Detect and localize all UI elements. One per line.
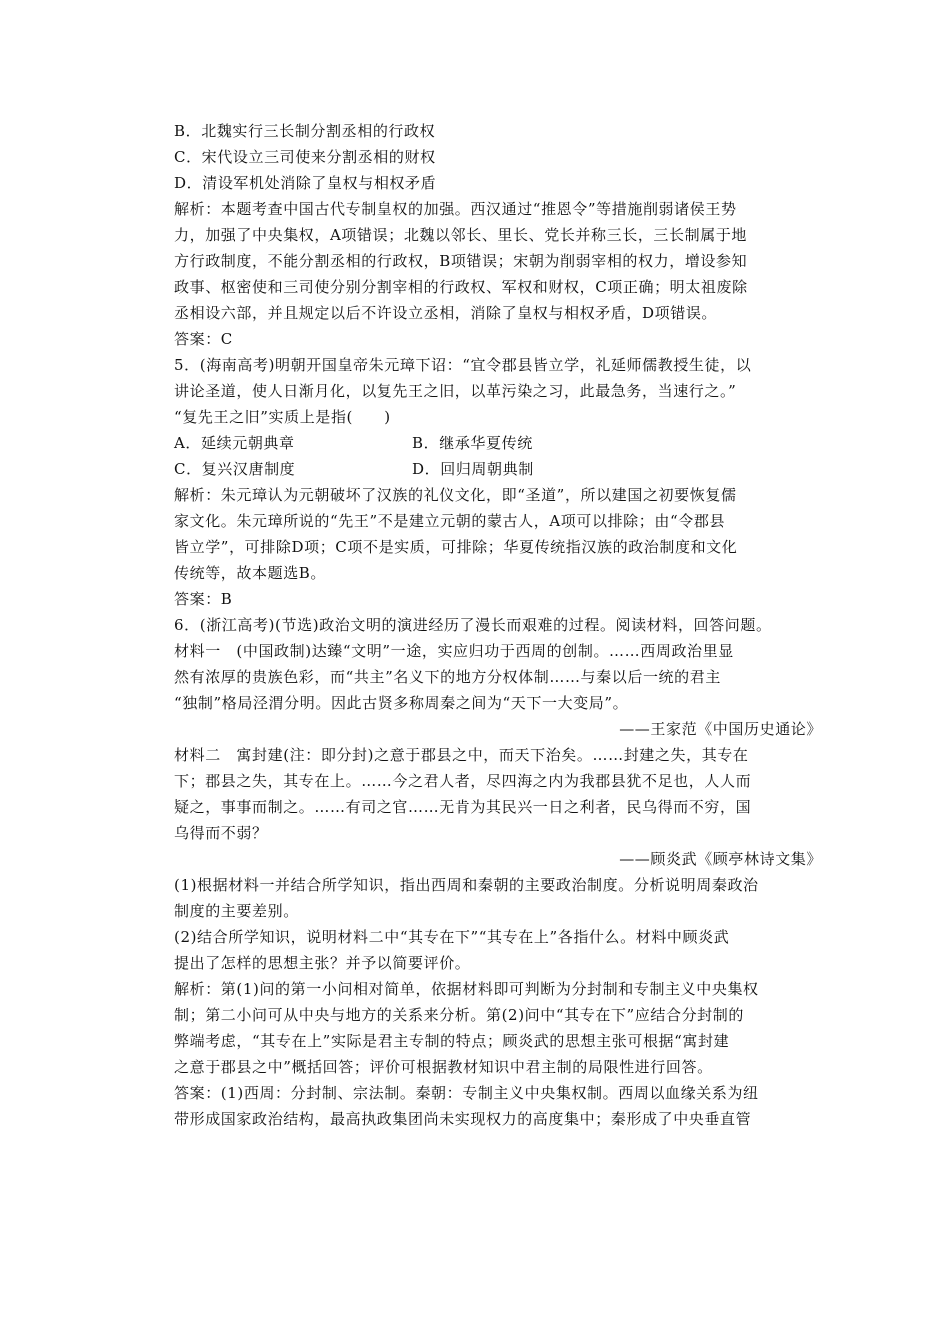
q6-material-2-source: ——顾炎武《顾亭林诗文集》 bbox=[619, 850, 822, 868]
answer-line: 带形成国家政治结构，最高执政集团尚未实现权力的高度集中；秦形成了中央垂直管 bbox=[174, 1110, 752, 1128]
q5-option-b: B．继承华夏传统 bbox=[412, 434, 533, 452]
q5-analysis bbox=[174, 482, 822, 586]
q4-option-b: B．北魏实行三长制分割丞相的行政权 bbox=[174, 122, 436, 140]
analysis-line: 之意于郡县之中”概括回答；评价可根据教材知识中君主制的局限性进行回答。 bbox=[174, 1058, 713, 1076]
question-line: (1)根据材料一并结合所学知识，指出西周和秦朝的主要政治制度。分析说明周秦政治 bbox=[174, 876, 759, 894]
question-line: (2)结合所学知识，说明材料二中“其专在下”“其专在上”各指什么。材料中顾炎武 bbox=[174, 928, 730, 946]
analysis-line: 弊端考虑，“其专在上”实际是君主专制的特点；顾炎武的思想主张可根据“寓封建 bbox=[174, 1032, 730, 1050]
stem-line: “复先王之旧”实质上是指( ) bbox=[174, 408, 391, 426]
stem-line: 讲论圣道，使人日渐月化，以复先王之旧，以革污染之习，此最急务，当速行之。” bbox=[174, 382, 737, 400]
material-line: 乌得而不弱？ bbox=[174, 824, 268, 842]
q5-stem bbox=[174, 352, 822, 430]
material-line: 材料二 寓封建(注：即分封)之意于郡县之中，而天下治矣。……封建之失，其专在 bbox=[174, 746, 749, 764]
material-line: 然有浓厚的贵族色彩，而“共主”名义下的地方分权体制……与秦以后一统的君主 bbox=[174, 668, 721, 686]
analysis-line: 传统等，故本题选B。 bbox=[174, 564, 327, 582]
analysis-line: 皆立学”，可排除D项；C项不是实质，可排除；华夏传统指汉族的政治制度和文化 bbox=[174, 538, 738, 556]
material-line: 下；郡县之失，其专在上。……今之君人者，尽四海之内为我郡县犹不足也，人人而 bbox=[174, 772, 752, 790]
answer-line: 答案：(1)西周：分封制、宗法制。秦朝：专制主义中央集权制。西周以血缘关系为纽 bbox=[174, 1084, 759, 1102]
q4-analysis bbox=[174, 196, 822, 326]
stem-line: 5．(海南高考)明朝开国皇帝朱元璋下诏：“宜令郡县皆立学，礼延师儒教授生徒，以 bbox=[174, 356, 752, 374]
material-line: 疑之，事事而制之。……有司之官……无肯为其民兴一日之利者，民乌得而不穷，国 bbox=[174, 798, 752, 816]
q6-material-1 bbox=[174, 638, 822, 716]
q4-option-d: D．清设军机处消除了皇权与相权矛盾 bbox=[174, 174, 437, 192]
analysis-line: 制；第二小问可从中央与地方的关系来分析。第(2)问中“其专在下”应结合分封制的 bbox=[174, 1006, 744, 1024]
analysis-line: 方行政制度，不能分割丞相的行政权，B项错误；宋朝为削弱宰相的权力，增设参知 bbox=[174, 252, 748, 270]
q5-option-a: A．延续元朝典章 bbox=[174, 434, 295, 452]
q6-questions bbox=[174, 872, 822, 976]
q6-stem: 6．(浙江高考)(节选)政治文明的演进经历了漫长而艰难的过程。阅读材料，回答问题。 bbox=[174, 616, 772, 634]
material-line: “独制”格局泾渭分明。因此古贤多称周秦之间为“天下一大变局”。 bbox=[174, 694, 629, 712]
analysis-line: 丞相设六部，并且规定以后不许设立丞相，消除了皇权与相权矛盾，D项错误。 bbox=[174, 304, 718, 322]
question-line: 提出了怎样的思想主张？并予以简要评价。 bbox=[174, 954, 471, 972]
q5-option-d: D．回归周朝典制 bbox=[412, 460, 534, 478]
q6-answer bbox=[174, 1080, 822, 1132]
q4-answer: 答案：C bbox=[174, 330, 233, 348]
material-line: 材料一 (中国政制)达臻“文明”一途，实应归功于西周的创制。……西周政治里显 bbox=[174, 642, 734, 660]
analysis-line: 解析：本题考查中国古代专制皇权的加强。西汉通过“推恩令”等措施削弱诸侯王势 bbox=[174, 200, 737, 218]
question-line: 制度的主要差别。 bbox=[174, 902, 299, 920]
q6-material-2 bbox=[174, 742, 822, 846]
q5-options-row-2 bbox=[174, 456, 822, 482]
q6-analysis bbox=[174, 976, 822, 1080]
analysis-line: 解析：朱元璋认为元朝破坏了汉族的礼仪文化，即“圣道”，所以建国之初要恢复儒 bbox=[174, 486, 737, 504]
analysis-line: 政事、枢密使和三司使分别分割宰相的行政权、军权和财权，C项正确；明太祖废除 bbox=[174, 278, 748, 296]
analysis-line: 家文化。朱元璋所说的“先王”不是建立元朝的蒙古人，A项可以排除；由“令郡县 bbox=[174, 512, 726, 530]
q6-material-1-source: ——王家范《中国历史通论》 bbox=[619, 720, 822, 738]
analysis-line: 力，加强了中央集权，A项错误；北魏以邻长、里长、党长并称三长，三长制属于地 bbox=[174, 226, 748, 244]
q5-option-c: C．复兴汉唐制度 bbox=[174, 460, 296, 478]
q5-answer: 答案：B bbox=[174, 590, 233, 608]
q5-options-row-1 bbox=[174, 430, 822, 456]
analysis-line: 解析：第(1)问的第一小问相对简单，依据材料即可判断为分封制和专制主义中央集权 bbox=[174, 980, 759, 998]
q4-option-c: C．宋代设立三司使来分割丞相的财权 bbox=[174, 148, 436, 166]
